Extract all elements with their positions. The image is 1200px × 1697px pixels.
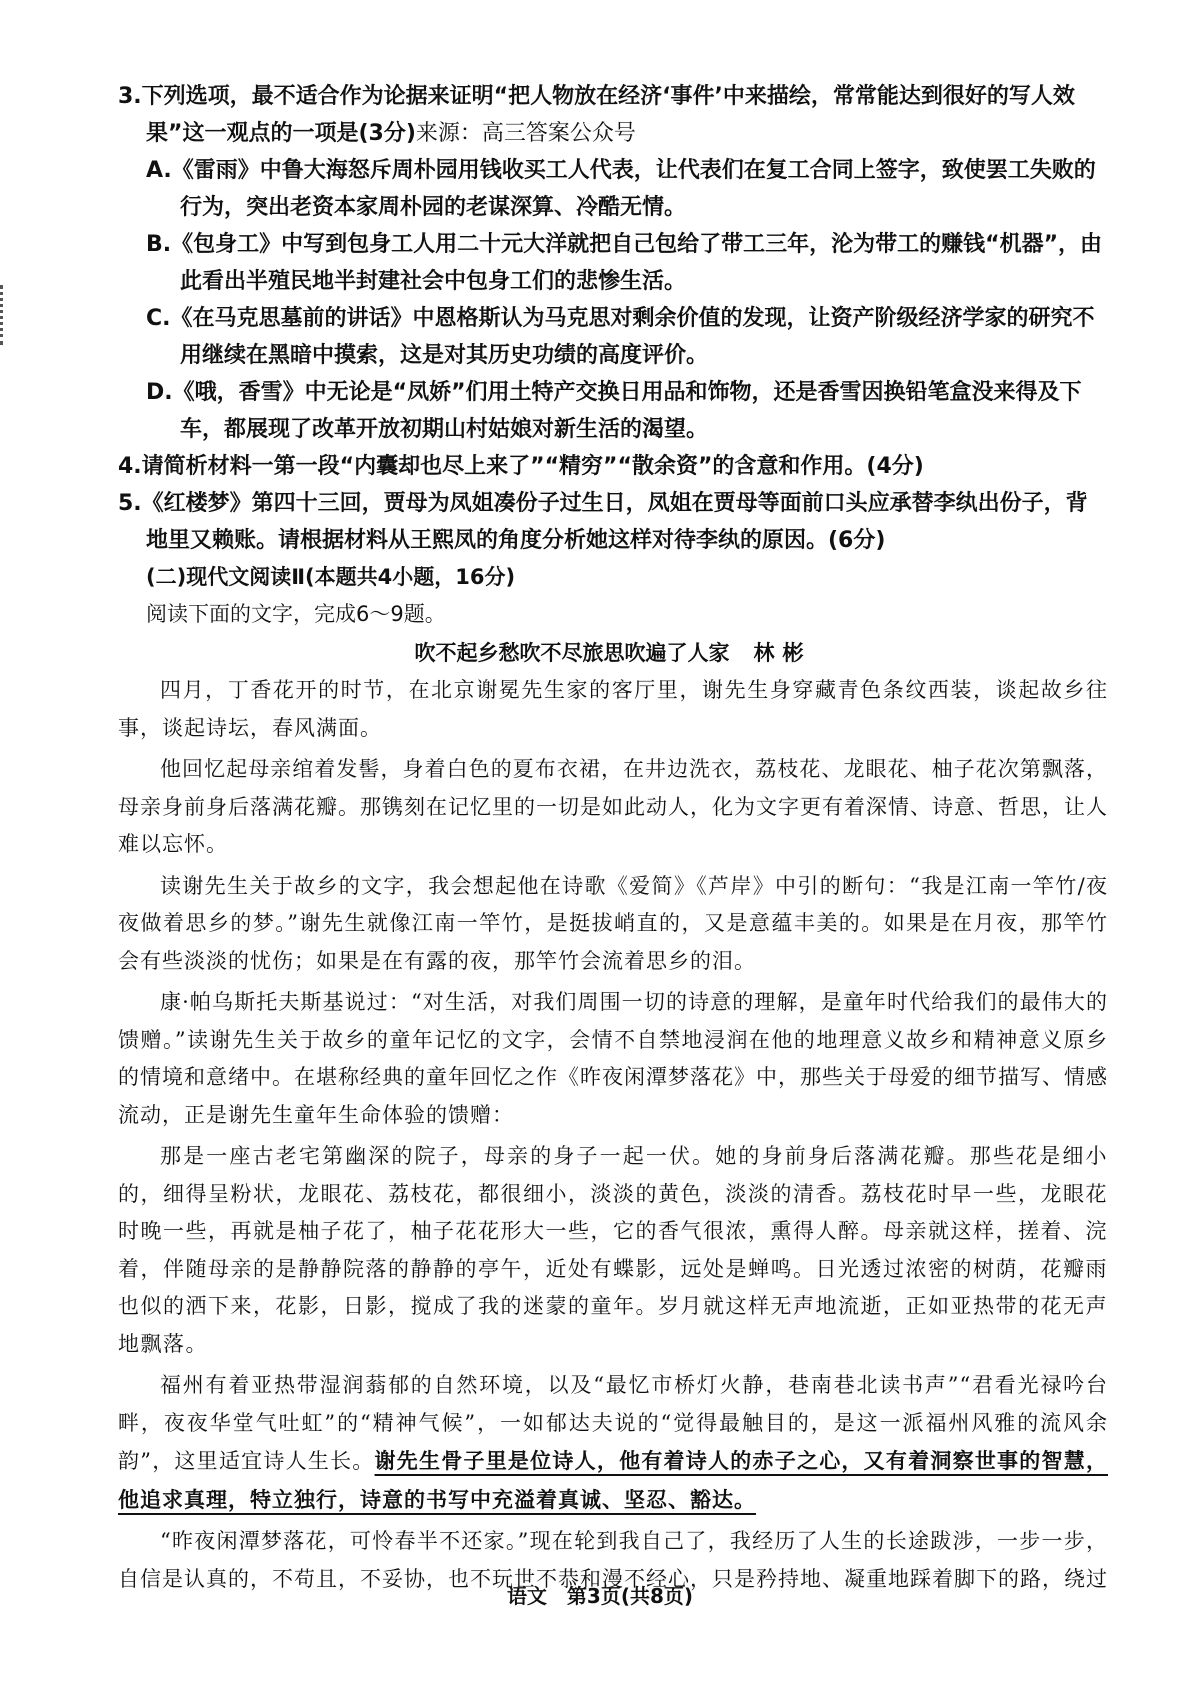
article-paragraph-7: “昨夜闲潭梦落花，可怜春半不还家。”现在轮到我自己了，我经历了人生的长途跋涉，一步一步，自信是认真的，不苟且，不妥协，也不玩世不恭和漫不经心，只是矜持地、凝重地踩着脚下的路，绕过 (118, 1529, 1108, 1591)
page-footer: 语文 第3页(共8页) (506, 1584, 694, 1608)
underlined-sentence: 谢先生骨子里是位诗人，他有着诗人的赤子之心，又有着洞察世事的智慧，他追求真理，特立独行，诗意的书写中充溢着真诚、坚忍、豁达。 (118, 1448, 1108, 1512)
section-heading: (二)现代文阅读Ⅱ(本题共4小题，16分) (146, 565, 516, 589)
option-a (146, 152, 1108, 226)
source-note: 来源：高三答案公众号 (415, 121, 636, 146)
option-b-text: 《包身工》中写到包身工人用二十元大洋就把自己包给了带工三年，沦为带工的赚钱“机器”，由此看出半殖民地半封建社会中包身工们的悲惨生活。 (171, 232, 1103, 294)
article-paragraph-6-text: 福州有着亚热带湿润蓊郁的自然环境，以及“最忆市桥灯火静，巷南巷北读书声”“君看光禄吟台畔，夜夜华堂气吐虹”的“精神气候”，一如郁达夫说的“觉得最触目的，是这一派福州风雅的流风余韵”，这里适宜诗人生长。 (118, 1373, 1108, 1473)
article-quote-paragraph: 那是一座古老宅第幽深的院子，母亲的身子一起一伏。她的身前身后落满花瓣。那些花是细小的，细得呈粉状，龙眼花、荔枝花，都很细小，淡淡的黄色，淡淡的清香。荔枝花时早一些，龙眼花时晚一些，再就是柚子花了，柚子花花形大一些，它的香气很浓，熏得人醉。母亲就这样，搓着、浣着，伴随母亲的是静静院落的静静的亭午，近处有蝶影，远处是蝉鸣。日光透过浓密的树荫，花瓣雨也似的洒下来，花影，日影，搅成了我的迷蒙的童年。岁月就这样无声地流逝，正如亚热带的花无声地飘落。 (118, 1144, 1108, 1356)
margin-binding-mark (0, 285, 13, 345)
option-b (146, 226, 1108, 300)
article-title (118, 635, 1108, 672)
option-d-text: 《哦，香雪》中无论是“凤娇”们用土特产交换日用品和饰物，还是香雪因换铅笔盒没来得及下车，都展现了改革开放初期山村姑娘对新生活的渴望。 (172, 380, 1082, 442)
option-d-label: D. (146, 380, 173, 405)
article-paragraph-2: 他回忆起母亲绾着发髻，身着白色的夏布衣裙，在井边洗衣，荔枝花、龙眼花、柚子花次第飘落，母亲身前身后落满花瓣。那镌刻在记忆里的一切是如此动人，化为文字更有着深情、诗意、哲思，让人难以忘怀。 (118, 757, 1108, 856)
article-paragraph-4: 康·帕乌斯托夫斯基说过：“对生活，对我们周围一切的诗意的理解，是童年时代给我们的最伟大的馈赠。”读谢先生关于故乡的童年记忆的文字，会情不自禁地浸润在他的地理意义故乡和精神意义原乡的情境和意绪中。在堪称经典的童年回忆之作《昨夜闲潭梦落花》中，那些关于母爱的细节描写、情感流动，正是谢先生童年生命体验的馈赠： (118, 990, 1108, 1127)
question-3-line-1: 3.下列选项，最不适合作为论据来证明“把人物放在经济‘事件’中来描绘，常常能达到很好的写人效 (118, 84, 1075, 109)
option-b-label: B. (146, 232, 172, 257)
option-d (146, 374, 1108, 448)
article-author: 林彬 (753, 641, 812, 665)
option-c-text: 《在马克思墓前的讲话》中恩格斯认为马克思对剩余价值的发现，让资产阶级经济学家的研究不用继续在黑暗中摸索，这是对其历史功绩的高度评价。 (170, 306, 1095, 368)
question-4: 4.请简析材料一第一段“内囊却也尽上来了”“精穷”“散余资”的含意和作用。(4分) (118, 454, 924, 479)
option-c-label: C. (146, 306, 171, 331)
article-paragraph-1: 四月，丁香花开的时节，在北京谢冕先生家的客厅里，谢先生身穿藏青色条纹西装，谈起故乡往事，谈起诗坛，春风满面。 (118, 678, 1108, 740)
reading-instruction: 阅读下面的文字，完成6～9题。 (146, 602, 446, 626)
option-a-label: A. (146, 158, 172, 183)
exam-page (118, 78, 1108, 1602)
question-3 (118, 78, 1108, 152)
option-c (146, 300, 1108, 374)
question-5: 5.《红楼梦》第四十三回，贾母为凤姐凑份子过生日，凤姐在贾母等面前口头应承替李纨出份子，背地里又赖账。请根据材料从王熙凤的角度分析她这样对待李纨的原因。(6分) (118, 491, 1088, 553)
article-paragraph-3: 读谢先生关于故乡的文字，我会想起他在诗歌《爱简》《芦岸》中引的断句：“我是江南一竿竹/夜夜做着思乡的梦。”谢先生就像江南一竿竹，是挺拔峭直的，又是意蕴丰美的。如果是在月夜，那竿竹会有些淡淡的忧伤；如果是在有露的夜，那竿竹会流着思乡的泪。 (118, 873, 1108, 973)
article-paragraph-6 (118, 1367, 1108, 1519)
option-a-text: 《雷雨》中鲁大海怒斥周朴园用钱收买工人代表，让代表们在复工合同上签字，致使罢工失败的行为，突出老资本家周朴园的老谋深算、冷酷无情。 (171, 158, 1096, 220)
article-title-text: 吹不起乡愁吹不尽旅思吹遍了人家 (414, 641, 730, 665)
question-3-line-2: 果”这一观点的一项是(3分)来源：高三答案公众号 (146, 121, 636, 146)
